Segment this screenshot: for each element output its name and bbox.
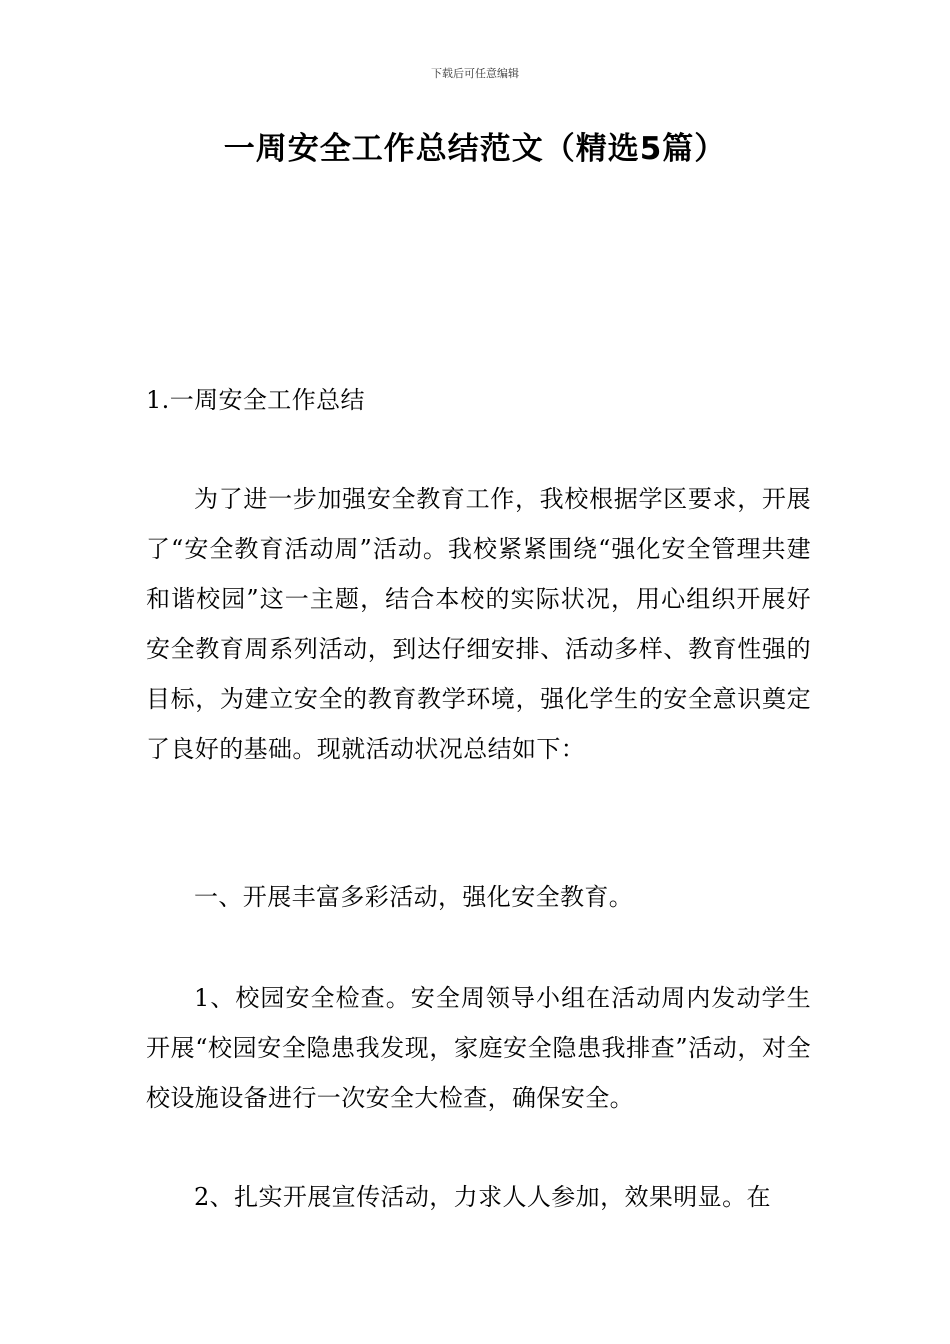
paragraph-item-one: 1、校园安全检查。安全周领导小组在活动周内发动学生开展“校园安全隐患我发现，家庭安全隐患我排查”活动，对全校设施设备进行一次安全大检查，确保安全。 — [146, 984, 811, 1112]
paragraph-item-two: 2、扎实开展宣传活动，力求人人参加，效果明显。在 — [194, 1183, 771, 1211]
header-note: 下载后可任意编辑 — [431, 67, 519, 80]
paragraph-heading-one: 一、开展丰富多彩活动，强化安全教育。 — [194, 883, 634, 911]
document-title: 一周安全工作总结范文（精选5篇） — [223, 131, 727, 167]
section-heading: 1.一周安全工作总结 — [146, 386, 365, 414]
paragraph-intro: 为了进一步加强安全教育工作，我校根据学区要求，开展了“安全教育活动周”活动。我校紧紧围绕“强化安全管理共建和谐校园”这一主题，结合本校的实际状况，用心组织开展好安全教育周系列活动，到达仔细安排、活动多样、教育性强的目标，为建立安全的教育教学环境，强化学生的安全意识奠定了良好的基础。现就活动状况总结如下： — [146, 485, 811, 763]
